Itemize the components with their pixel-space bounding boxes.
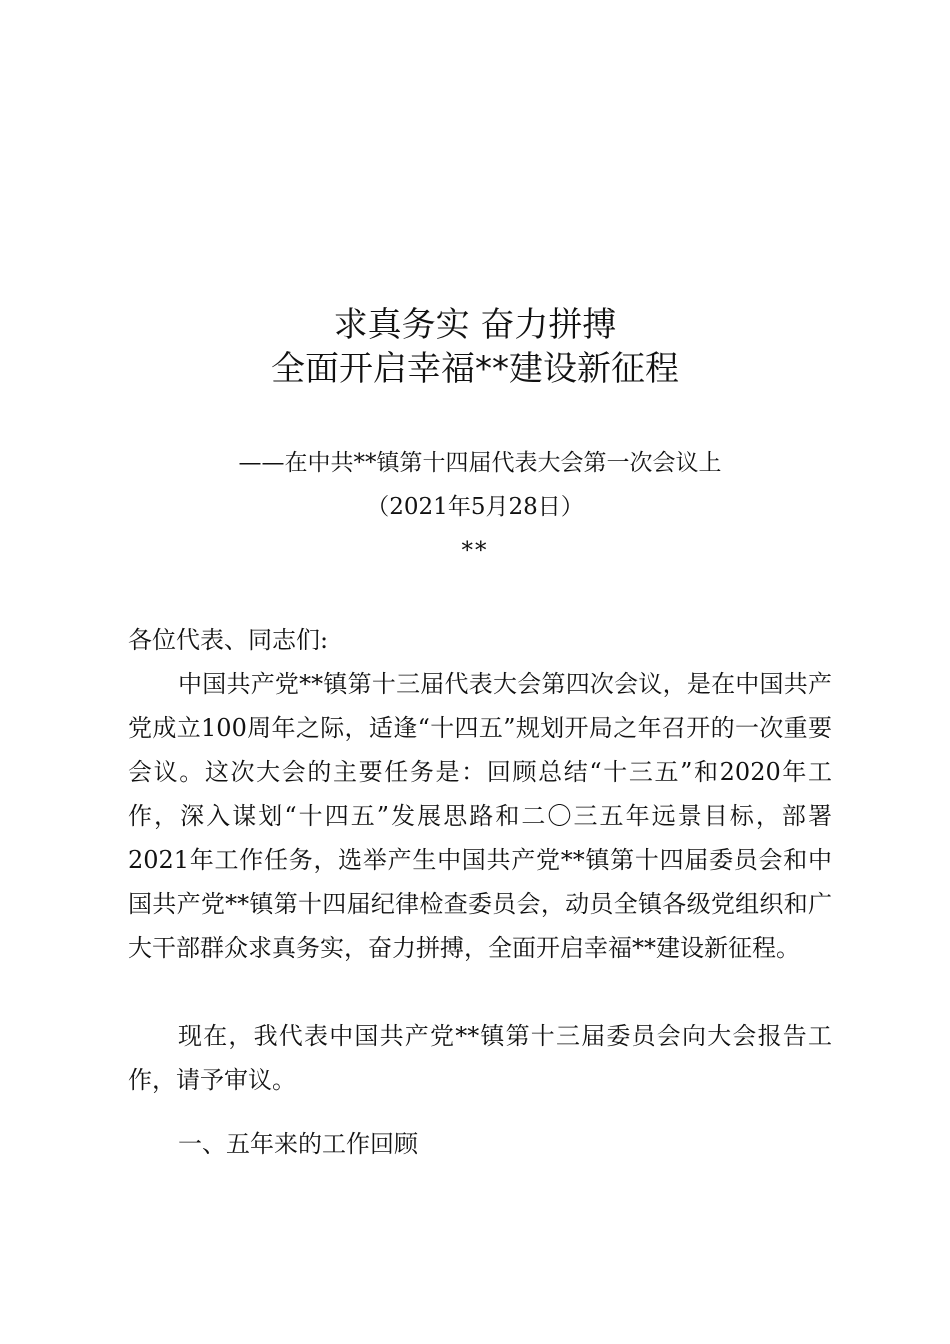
document-date: （2021年5月28日） [366, 494, 584, 520]
body-paragraph-1: 中国共产党**镇第十三届代表大会第四次会议，是在中国共产党成立100周年之际，适逢“十四五”规划开局之年召开的一次重要会议。这次大会的主要任务是：回顾总结“十三五”和2020年工作，深入谋划“十四五”发展思路和二〇三五年远景目标，部署2021年工作任务，选举产生中国共产党**镇第十四届委员会和中国共产党**镇第十四届纪律检查委员会，动员全镇各级党组织和广大干部群众求真务实，奋力拼搏，全面开启幸福**建设新征程。 [128, 670, 832, 962]
document-subtitle: ——在中共**镇第十四届代表大会第一次会议上 [238, 450, 722, 476]
document-title-line-2: 全面开启幸福**建设新征程 [271, 349, 679, 389]
document-author: ** [461, 538, 489, 564]
body-paragraph-2: 现在，我代表中国共产党**镇第十三届委员会向大会报告工作，请予审议。 [128, 1022, 832, 1094]
salutation: 各位代表、同志们: [128, 626, 329, 654]
document-title-line-1: 求真务实 奋力拼搏 [333, 305, 617, 345]
section-heading: 一、五年来的工作回顾 [178, 1130, 418, 1158]
